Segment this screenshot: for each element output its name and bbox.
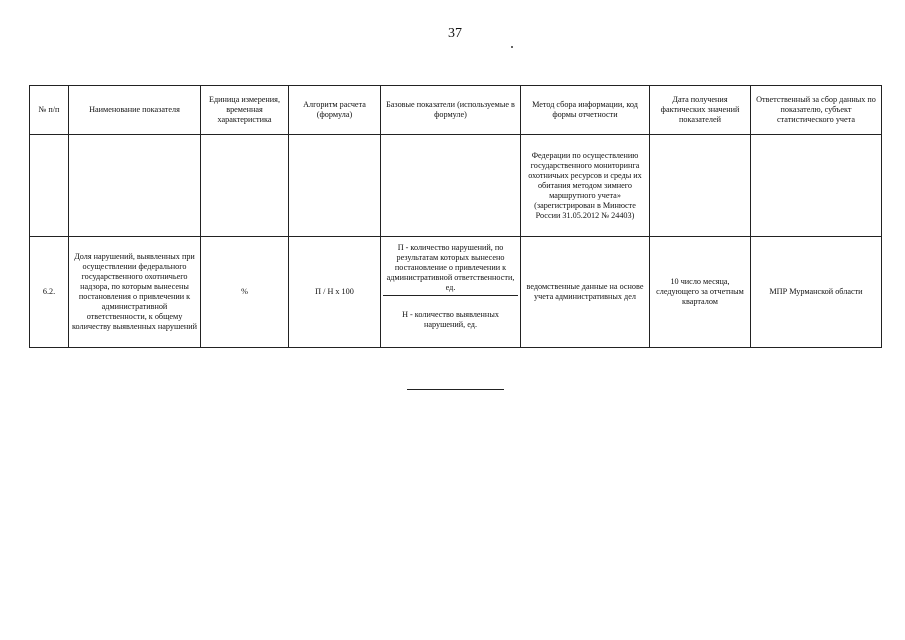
stray-dot (511, 46, 513, 48)
indicator-table (29, 85, 882, 348)
row-responsible: МПР Мурманской области (751, 237, 882, 348)
header-row (30, 86, 882, 135)
header-date: Дата получения фактических значений показателей (650, 86, 751, 135)
table-row (30, 237, 882, 348)
header-num: № п/п (30, 86, 69, 135)
row-base (381, 237, 521, 348)
cont-num (30, 135, 69, 237)
row-algorithm: П / Н х 100 (289, 237, 381, 348)
continuation-row (30, 135, 882, 237)
header-unit: Единица измерения, временная характеристика (201, 86, 289, 135)
header-algorithm: Алгоритм расчета (формула) (289, 86, 381, 135)
header-base: Базовые показатели (используемые в формуле) (381, 86, 521, 135)
header-name: Наименование показателя (69, 86, 201, 135)
base-n: Н - количество выявленных нарушений, ед. (402, 310, 499, 329)
cont-unit (201, 135, 289, 237)
base-p: П - количество нарушений, по результатам которых вынесено постановление о привлечении к административной ответственности, ед. (383, 240, 518, 296)
header-method: Метод сбора информации, код формы отчетности (521, 86, 650, 135)
row-unit: % (201, 237, 289, 348)
cont-responsible (751, 135, 882, 237)
row-method: ведомственные данные на основе учета административных дел (521, 237, 650, 348)
header-responsible: Ответственный за сбор данных по показателю, субъект статистического учета (751, 86, 882, 135)
cont-date (650, 135, 751, 237)
cont-base (381, 135, 521, 237)
row-num: 6.2. (30, 237, 69, 348)
cont-algorithm (289, 135, 381, 237)
end-separator-line (407, 389, 504, 390)
row-date: 10 число месяца, следующего за отчетным кварталом (650, 237, 751, 348)
page-number: 37 (448, 26, 462, 41)
cont-method: Федерации по осуществлению государственного мониторинга охотничьих ресурсов и среды их обитания методом зимнего маршрутного учета» (зарегистрирован в Минюсте России 31.05.2012 № 24403) (521, 135, 650, 237)
row-name: Доля нарушений, выявленных при осуществлении федерального государственного охотничьего надзора, по которым вынесены постановления о привлечении к административной ответственности, к общему количеству выявленных нарушений (69, 237, 201, 348)
cont-name (69, 135, 201, 237)
